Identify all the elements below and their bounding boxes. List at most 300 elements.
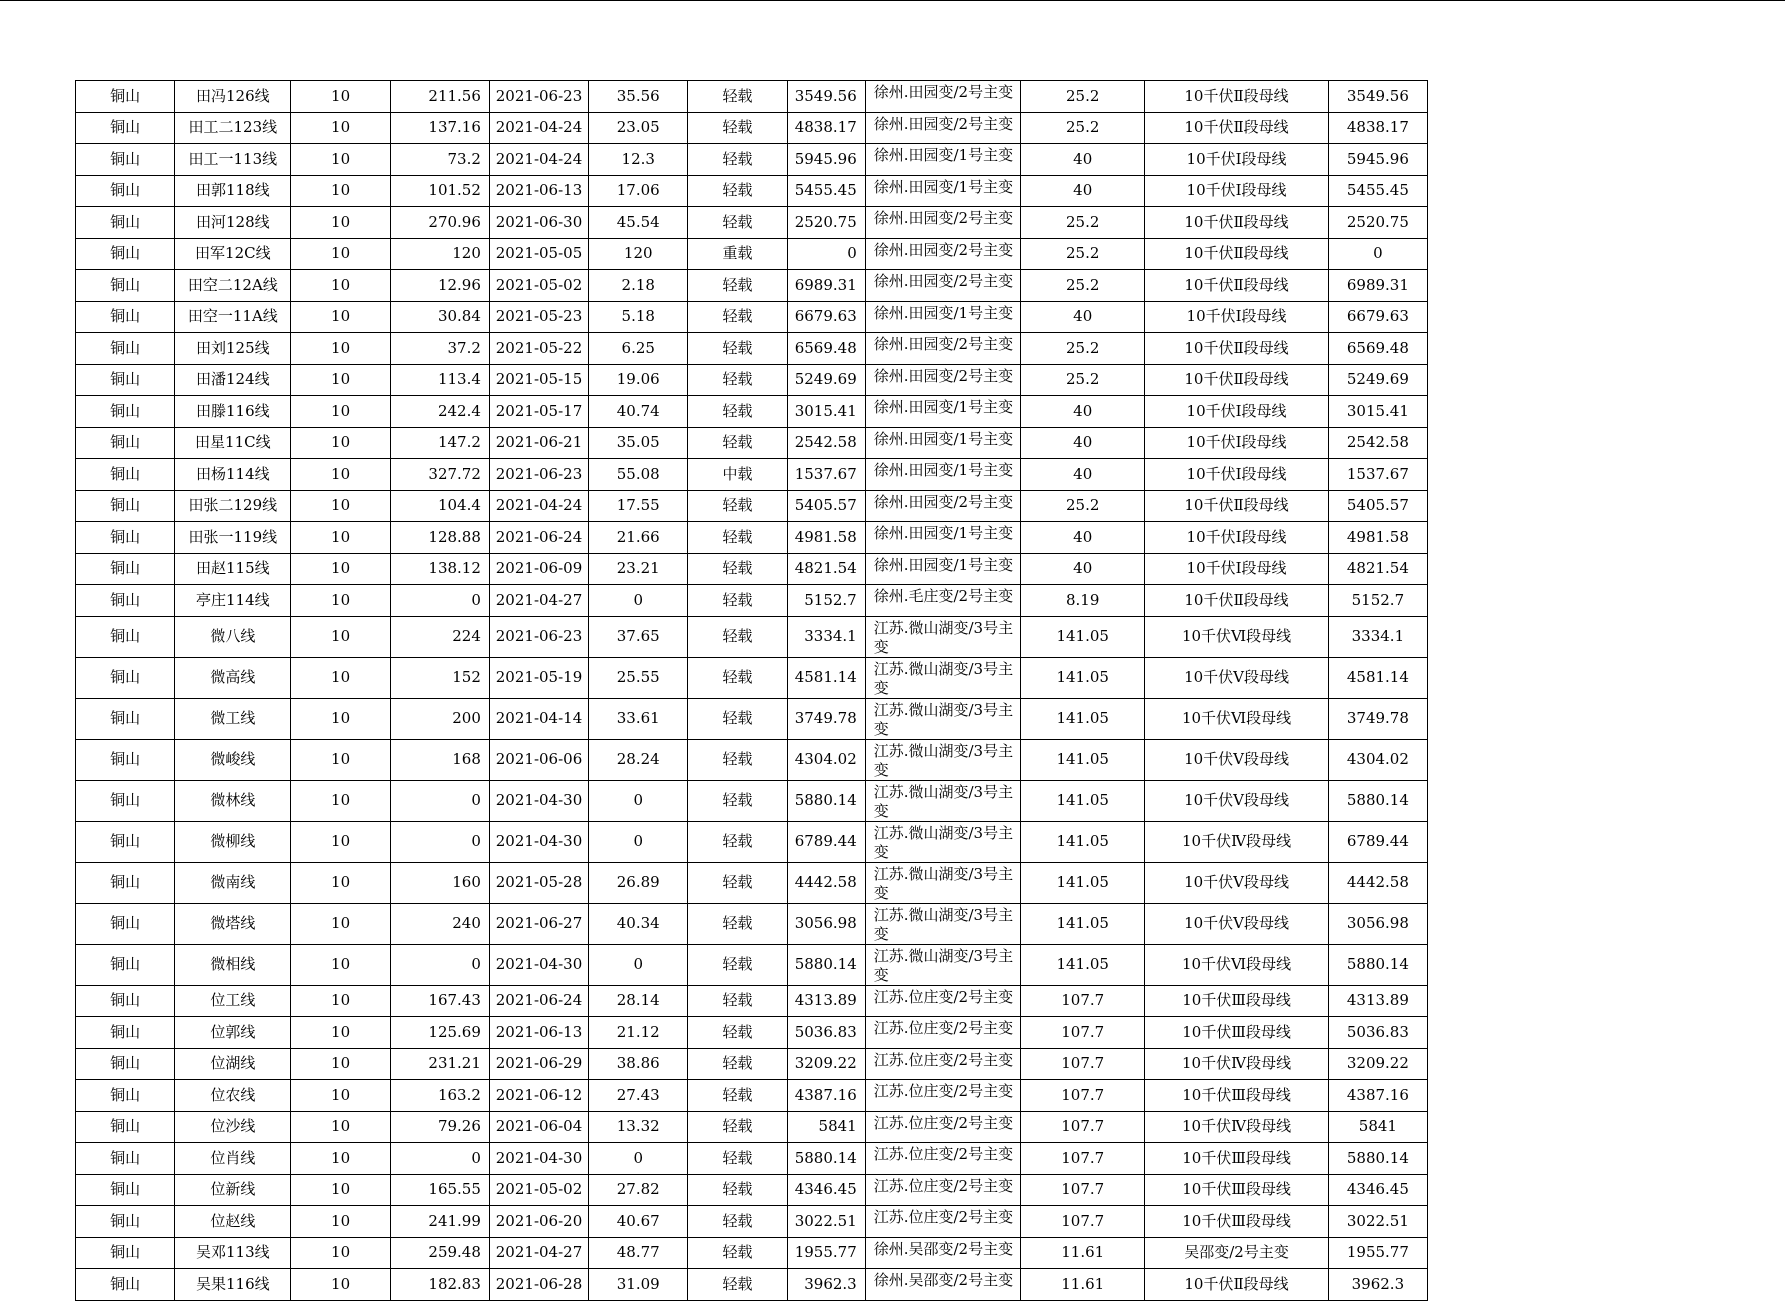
line-name-cell: 微峻线 [175, 739, 291, 780]
max-load-cell: 0 [390, 780, 489, 821]
voltage-cell: 10 [291, 270, 390, 302]
load-status-cell: 重载 [688, 238, 787, 270]
voltage-cell: 10 [291, 1269, 390, 1301]
busbar-cell: 10千伏Ⅲ段母线 [1145, 1017, 1328, 1049]
remaining-capacity-cell: 2520.75 [1328, 207, 1427, 239]
max-load-cell: 147.2 [390, 427, 489, 459]
busbar-cell: 10千伏Ⅰ段母线 [1145, 396, 1328, 428]
table-row [76, 985, 1428, 1017]
voltage-cell: 10 [291, 616, 390, 657]
substation-transformer-cell: 徐州.田园变/2号主变 [865, 112, 1020, 144]
substation-transformer-cell: 徐州.田园变/1号主变 [865, 427, 1020, 459]
remaining-capacity-cell: 6989.31 [1328, 270, 1427, 302]
district-cell: 铜山 [76, 333, 175, 365]
district-cell: 铜山 [76, 821, 175, 862]
date-cell: 2021-04-30 [489, 1143, 588, 1175]
voltage-cell: 10 [291, 985, 390, 1017]
busbar-cell: 10千伏Ⅵ段母线 [1145, 944, 1328, 985]
district-cell: 铜山 [76, 459, 175, 491]
available-capacity-cell: 6679.63 [787, 301, 865, 333]
remaining-capacity-cell: 3549.56 [1328, 81, 1427, 113]
line-name-cell: 田空一11A线 [175, 301, 291, 333]
transformer-capacity-cell: 141.05 [1021, 616, 1145, 657]
date-cell: 2021-05-15 [489, 364, 588, 396]
load-rate-cell: 5.18 [589, 301, 688, 333]
load-status-cell: 轻载 [688, 270, 787, 302]
line-name-cell: 位赵线 [175, 1206, 291, 1238]
remaining-capacity-cell: 3015.41 [1328, 396, 1427, 428]
table-row [76, 333, 1428, 365]
table-row [76, 739, 1428, 780]
transformer-capacity-cell: 107.7 [1021, 1143, 1145, 1175]
max-load-cell: 240 [390, 903, 489, 944]
table-row [76, 780, 1428, 821]
transformer-capacity-cell: 141.05 [1021, 821, 1145, 862]
max-load-cell: 163.2 [390, 1080, 489, 1112]
table-row [76, 301, 1428, 333]
voltage-cell: 10 [291, 333, 390, 365]
table-body [76, 81, 1428, 1301]
district-cell: 铜山 [76, 1111, 175, 1143]
remaining-capacity-cell: 4313.89 [1328, 985, 1427, 1017]
load-rate-cell: 19.06 [589, 364, 688, 396]
available-capacity-cell: 6569.48 [787, 333, 865, 365]
table-row [76, 490, 1428, 522]
max-load-cell: 73.2 [390, 144, 489, 176]
max-load-cell: 113.4 [390, 364, 489, 396]
table-row [76, 585, 1428, 617]
max-load-cell: 0 [390, 944, 489, 985]
max-load-cell: 30.84 [390, 301, 489, 333]
busbar-cell: 10千伏Ⅰ段母线 [1145, 522, 1328, 554]
voltage-cell: 10 [291, 944, 390, 985]
remaining-capacity-cell: 5841 [1328, 1111, 1427, 1143]
transformer-capacity-cell: 141.05 [1021, 944, 1145, 985]
load-rate-cell: 21.12 [589, 1017, 688, 1049]
load-rate-cell: 28.14 [589, 985, 688, 1017]
busbar-cell: 10千伏Ⅰ段母线 [1145, 553, 1328, 585]
busbar-cell: 10千伏Ⅱ段母线 [1145, 270, 1328, 302]
max-load-cell: 242.4 [390, 396, 489, 428]
table-row [76, 522, 1428, 554]
available-capacity-cell: 4838.17 [787, 112, 865, 144]
max-load-cell: 138.12 [390, 553, 489, 585]
load-rate-cell: 35.56 [589, 81, 688, 113]
line-name-cell: 田工一113线 [175, 144, 291, 176]
substation-transformer-cell: 江苏.微山湖变/3号主变 [865, 944, 1020, 985]
load-status-cell: 轻载 [688, 81, 787, 113]
line-name-cell: 田杨114线 [175, 459, 291, 491]
line-name-cell: 田冯126线 [175, 81, 291, 113]
line-name-cell: 田军12C线 [175, 238, 291, 270]
district-cell: 铜山 [76, 81, 175, 113]
load-status-cell: 轻载 [688, 490, 787, 522]
date-cell: 2021-06-23 [489, 459, 588, 491]
transformer-capacity-cell: 25.2 [1021, 270, 1145, 302]
substation-transformer-cell: 徐州.田园变/2号主变 [865, 270, 1020, 302]
max-load-cell: 270.96 [390, 207, 489, 239]
voltage-cell: 10 [291, 780, 390, 821]
remaining-capacity-cell: 4387.16 [1328, 1080, 1427, 1112]
line-name-cell: 田空二12A线 [175, 270, 291, 302]
voltage-cell: 10 [291, 821, 390, 862]
voltage-cell: 10 [291, 112, 390, 144]
remaining-capacity-cell: 4821.54 [1328, 553, 1427, 585]
load-rate-cell: 31.09 [589, 1269, 688, 1301]
date-cell: 2021-04-24 [489, 144, 588, 176]
voltage-cell: 10 [291, 553, 390, 585]
load-rate-cell: 26.89 [589, 862, 688, 903]
line-name-cell: 微工线 [175, 698, 291, 739]
load-status-cell: 轻载 [688, 1080, 787, 1112]
load-status-cell: 轻载 [688, 1206, 787, 1238]
available-capacity-cell: 5880.14 [787, 944, 865, 985]
district-cell: 铜山 [76, 944, 175, 985]
date-cell: 2021-05-19 [489, 657, 588, 698]
voltage-cell: 10 [291, 1111, 390, 1143]
load-rate-cell: 21.66 [589, 522, 688, 554]
district-cell: 铜山 [76, 862, 175, 903]
date-cell: 2021-06-23 [489, 81, 588, 113]
busbar-cell: 10千伏Ⅰ段母线 [1145, 144, 1328, 176]
table-row [76, 862, 1428, 903]
date-cell: 2021-06-24 [489, 522, 588, 554]
transformer-capacity-cell: 107.7 [1021, 1080, 1145, 1112]
voltage-cell: 10 [291, 144, 390, 176]
line-name-cell: 田工二123线 [175, 112, 291, 144]
load-rate-cell: 120 [589, 238, 688, 270]
remaining-capacity-cell: 4581.14 [1328, 657, 1427, 698]
district-cell: 铜山 [76, 698, 175, 739]
busbar-cell: 10千伏Ⅱ段母线 [1145, 333, 1328, 365]
substation-transformer-cell: 江苏.微山湖变/3号主变 [865, 616, 1020, 657]
remaining-capacity-cell: 4304.02 [1328, 739, 1427, 780]
max-load-cell: 37.2 [390, 333, 489, 365]
date-cell: 2021-06-29 [489, 1048, 588, 1080]
table-row [76, 81, 1428, 113]
transformer-capacity-cell: 11.61 [1021, 1269, 1145, 1301]
transformer-capacity-cell: 40 [1021, 301, 1145, 333]
available-capacity-cell: 5880.14 [787, 1143, 865, 1175]
remaining-capacity-cell: 6789.44 [1328, 821, 1427, 862]
voltage-cell: 10 [291, 1017, 390, 1049]
table-row [76, 112, 1428, 144]
line-name-cell: 微相线 [175, 944, 291, 985]
load-status-cell: 轻载 [688, 1111, 787, 1143]
date-cell: 2021-06-06 [489, 739, 588, 780]
table-row [76, 657, 1428, 698]
substation-transformer-cell: 徐州.田园变/1号主变 [865, 522, 1020, 554]
max-load-cell: 128.88 [390, 522, 489, 554]
max-load-cell: 0 [390, 585, 489, 617]
line-name-cell: 位肖线 [175, 1143, 291, 1175]
substation-transformer-cell: 江苏.位庄变/2号主变 [865, 1048, 1020, 1080]
transformer-capacity-cell: 141.05 [1021, 862, 1145, 903]
remaining-capacity-cell: 5249.69 [1328, 364, 1427, 396]
transformer-capacity-cell: 25.2 [1021, 207, 1145, 239]
load-status-cell: 轻载 [688, 585, 787, 617]
voltage-cell: 10 [291, 81, 390, 113]
substation-transformer-cell: 徐州.田园变/1号主变 [865, 553, 1020, 585]
max-load-cell: 231.21 [390, 1048, 489, 1080]
remaining-capacity-cell: 3209.22 [1328, 1048, 1427, 1080]
district-cell: 铜山 [76, 1206, 175, 1238]
busbar-cell: 10千伏Ⅱ段母线 [1145, 238, 1328, 270]
substation-transformer-cell: 江苏.微山湖变/3号主变 [865, 780, 1020, 821]
max-load-cell: 125.69 [390, 1017, 489, 1049]
load-status-cell: 轻载 [688, 427, 787, 459]
busbar-cell: 10千伏Ⅵ段母线 [1145, 616, 1328, 657]
available-capacity-cell: 5152.7 [787, 585, 865, 617]
busbar-cell: 10千伏Ⅳ段母线 [1145, 1048, 1328, 1080]
date-cell: 2021-04-24 [489, 112, 588, 144]
table-row [76, 364, 1428, 396]
substation-transformer-cell: 江苏.位庄变/2号主变 [865, 1174, 1020, 1206]
load-rate-cell: 25.55 [589, 657, 688, 698]
substation-transformer-cell: 江苏.微山湖变/3号主变 [865, 862, 1020, 903]
date-cell: 2021-06-30 [489, 207, 588, 239]
line-name-cell: 田星11C线 [175, 427, 291, 459]
substation-transformer-cell: 徐州.田园变/1号主变 [865, 301, 1020, 333]
remaining-capacity-cell: 3749.78 [1328, 698, 1427, 739]
table-row [76, 1111, 1428, 1143]
district-cell: 铜山 [76, 1237, 175, 1269]
date-cell: 2021-04-30 [489, 821, 588, 862]
load-rate-cell: 55.08 [589, 459, 688, 491]
remaining-capacity-cell: 5880.14 [1328, 944, 1427, 985]
available-capacity-cell: 3962.3 [787, 1269, 865, 1301]
voltage-cell: 10 [291, 657, 390, 698]
line-name-cell: 田滕116线 [175, 396, 291, 428]
substation-transformer-cell: 江苏.微山湖变/3号主变 [865, 903, 1020, 944]
busbar-cell: 10千伏Ⅲ段母线 [1145, 1206, 1328, 1238]
busbar-cell: 10千伏Ⅳ段母线 [1145, 821, 1328, 862]
available-capacity-cell: 3749.78 [787, 698, 865, 739]
transformer-capacity-cell: 40 [1021, 522, 1145, 554]
load-rate-cell: 2.18 [589, 270, 688, 302]
district-cell: 铜山 [76, 585, 175, 617]
voltage-cell: 10 [291, 862, 390, 903]
remaining-capacity-cell: 4981.58 [1328, 522, 1427, 554]
available-capacity-cell: 2542.58 [787, 427, 865, 459]
substation-transformer-cell: 江苏.位庄变/2号主变 [865, 1111, 1020, 1143]
available-capacity-cell: 1537.67 [787, 459, 865, 491]
substation-transformer-cell: 江苏.位庄变/2号主变 [865, 1080, 1020, 1112]
line-name-cell: 位农线 [175, 1080, 291, 1112]
busbar-cell: 10千伏Ⅵ段母线 [1145, 698, 1328, 739]
district-cell: 铜山 [76, 175, 175, 207]
max-load-cell: 101.52 [390, 175, 489, 207]
substation-transformer-cell: 江苏.微山湖变/3号主变 [865, 657, 1020, 698]
load-rate-cell: 40.34 [589, 903, 688, 944]
load-rate-cell: 0 [589, 944, 688, 985]
line-name-cell: 位工线 [175, 985, 291, 1017]
date-cell: 2021-04-30 [489, 780, 588, 821]
remaining-capacity-cell: 5880.14 [1328, 1143, 1427, 1175]
transformer-capacity-cell: 107.7 [1021, 985, 1145, 1017]
district-cell: 铜山 [76, 1080, 175, 1112]
voltage-cell: 10 [291, 1237, 390, 1269]
substation-transformer-cell: 徐州.田园变/2号主变 [865, 207, 1020, 239]
voltage-cell: 10 [291, 301, 390, 333]
substation-transformer-cell: 徐州.田园变/2号主变 [865, 333, 1020, 365]
district-cell: 铜山 [76, 1048, 175, 1080]
max-load-cell: 104.4 [390, 490, 489, 522]
district-cell: 铜山 [76, 144, 175, 176]
table-row [76, 270, 1428, 302]
substation-transformer-cell: 徐州.田园变/2号主变 [865, 238, 1020, 270]
district-cell: 铜山 [76, 780, 175, 821]
substation-transformer-cell: 江苏.微山湖变/3号主变 [865, 698, 1020, 739]
transformer-capacity-cell: 25.2 [1021, 333, 1145, 365]
voltage-cell: 10 [291, 698, 390, 739]
load-status-cell: 轻载 [688, 1237, 787, 1269]
line-name-cell: 位新线 [175, 1174, 291, 1206]
date-cell: 2021-06-04 [489, 1111, 588, 1143]
available-capacity-cell: 5945.96 [787, 144, 865, 176]
available-capacity-cell: 6789.44 [787, 821, 865, 862]
voltage-cell: 10 [291, 364, 390, 396]
district-cell: 铜山 [76, 657, 175, 698]
district-cell: 铜山 [76, 522, 175, 554]
date-cell: 2021-06-09 [489, 553, 588, 585]
max-load-cell: 79.26 [390, 1111, 489, 1143]
district-cell: 铜山 [76, 739, 175, 780]
table-row [76, 1048, 1428, 1080]
max-load-cell: 137.16 [390, 112, 489, 144]
transformer-capacity-cell: 40 [1021, 396, 1145, 428]
substation-transformer-cell: 江苏.微山湖变/3号主变 [865, 739, 1020, 780]
date-cell: 2021-05-02 [489, 270, 588, 302]
load-rate-cell: 27.82 [589, 1174, 688, 1206]
table-row [76, 903, 1428, 944]
voltage-cell: 10 [291, 1080, 390, 1112]
load-status-cell: 轻载 [688, 985, 787, 1017]
line-name-cell: 微柳线 [175, 821, 291, 862]
load-rate-cell: 45.54 [589, 207, 688, 239]
district-cell: 铜山 [76, 553, 175, 585]
busbar-cell: 10千伏Ⅰ段母线 [1145, 301, 1328, 333]
voltage-cell: 10 [291, 427, 390, 459]
table-row [76, 1237, 1428, 1269]
district-cell: 铜山 [76, 1143, 175, 1175]
load-rate-cell: 33.61 [589, 698, 688, 739]
remaining-capacity-cell: 1955.77 [1328, 1237, 1427, 1269]
max-load-cell: 211.56 [390, 81, 489, 113]
line-name-cell: 微八线 [175, 616, 291, 657]
transformer-capacity-cell: 107.7 [1021, 1174, 1145, 1206]
remaining-capacity-cell: 6679.63 [1328, 301, 1427, 333]
table-row [76, 944, 1428, 985]
transformer-capacity-cell: 107.7 [1021, 1111, 1145, 1143]
busbar-cell: 10千伏Ⅱ段母线 [1145, 1269, 1328, 1301]
load-status-cell: 轻载 [688, 364, 787, 396]
load-status-cell: 轻载 [688, 175, 787, 207]
load-status-cell: 轻载 [688, 301, 787, 333]
remaining-capacity-cell: 2542.58 [1328, 427, 1427, 459]
line-name-cell: 位湖线 [175, 1048, 291, 1080]
transformer-capacity-cell: 40 [1021, 144, 1145, 176]
substation-transformer-cell: 徐州.田园变/1号主变 [865, 396, 1020, 428]
load-rate-cell: 38.86 [589, 1048, 688, 1080]
max-load-cell: 0 [390, 821, 489, 862]
max-load-cell: 0 [390, 1143, 489, 1175]
remaining-capacity-cell: 4838.17 [1328, 112, 1427, 144]
busbar-cell: 吴邵变/2号主变 [1145, 1237, 1328, 1269]
district-cell: 铜山 [76, 616, 175, 657]
date-cell: 2021-06-13 [489, 175, 588, 207]
transformer-capacity-cell: 141.05 [1021, 657, 1145, 698]
load-status-cell: 轻载 [688, 522, 787, 554]
load-rate-cell: 48.77 [589, 1237, 688, 1269]
available-capacity-cell: 6989.31 [787, 270, 865, 302]
busbar-cell: 10千伏Ⅲ段母线 [1145, 1080, 1328, 1112]
feeder-load-table [75, 80, 1428, 1301]
max-load-cell: 182.83 [390, 1269, 489, 1301]
district-cell: 铜山 [76, 301, 175, 333]
load-rate-cell: 0 [589, 821, 688, 862]
date-cell: 2021-04-14 [489, 698, 588, 739]
date-cell: 2021-06-27 [489, 903, 588, 944]
remaining-capacity-cell: 5945.96 [1328, 144, 1427, 176]
remaining-capacity-cell: 4442.58 [1328, 862, 1427, 903]
max-load-cell: 259.48 [390, 1237, 489, 1269]
table-row [76, 1174, 1428, 1206]
page-top-rule [0, 0, 1785, 1]
busbar-cell: 10千伏Ⅰ段母线 [1145, 427, 1328, 459]
table-row [76, 698, 1428, 739]
load-status-cell: 轻载 [688, 112, 787, 144]
line-name-cell: 微塔线 [175, 903, 291, 944]
table-row [76, 459, 1428, 491]
substation-transformer-cell: 徐州.田园变/1号主变 [865, 144, 1020, 176]
remaining-capacity-cell: 5455.45 [1328, 175, 1427, 207]
line-name-cell: 吴邓113线 [175, 1237, 291, 1269]
date-cell: 2021-04-27 [489, 585, 588, 617]
line-name-cell: 微南线 [175, 862, 291, 903]
load-status-cell: 轻载 [688, 903, 787, 944]
voltage-cell: 10 [291, 1174, 390, 1206]
available-capacity-cell: 3015.41 [787, 396, 865, 428]
date-cell: 2021-06-21 [489, 427, 588, 459]
load-status-cell: 轻载 [688, 1048, 787, 1080]
max-load-cell: 165.55 [390, 1174, 489, 1206]
busbar-cell: 10千伏Ⅲ段母线 [1145, 985, 1328, 1017]
date-cell: 2021-06-23 [489, 616, 588, 657]
remaining-capacity-cell: 4346.45 [1328, 1174, 1427, 1206]
max-load-cell: 12.96 [390, 270, 489, 302]
substation-transformer-cell: 江苏.位庄变/2号主变 [865, 1017, 1020, 1049]
substation-transformer-cell: 江苏.位庄变/2号主变 [865, 985, 1020, 1017]
available-capacity-cell: 4442.58 [787, 862, 865, 903]
substation-transformer-cell: 江苏.位庄变/2号主变 [865, 1206, 1020, 1238]
busbar-cell: 10千伏Ⅴ段母线 [1145, 657, 1328, 698]
available-capacity-cell: 4346.45 [787, 1174, 865, 1206]
load-rate-cell: 37.65 [589, 616, 688, 657]
date-cell: 2021-06-20 [489, 1206, 588, 1238]
load-rate-cell: 13.32 [589, 1111, 688, 1143]
table-row [76, 1080, 1428, 1112]
remaining-capacity-cell: 1537.67 [1328, 459, 1427, 491]
substation-transformer-cell: 徐州.田园变/1号主变 [865, 175, 1020, 207]
available-capacity-cell: 5841 [787, 1111, 865, 1143]
remaining-capacity-cell: 5405.57 [1328, 490, 1427, 522]
line-name-cell: 田河128线 [175, 207, 291, 239]
substation-transformer-cell: 徐州.毛庄变/2号主变 [865, 585, 1020, 617]
load-status-cell: 轻载 [688, 862, 787, 903]
table-row [76, 821, 1428, 862]
busbar-cell: 10千伏Ⅴ段母线 [1145, 903, 1328, 944]
